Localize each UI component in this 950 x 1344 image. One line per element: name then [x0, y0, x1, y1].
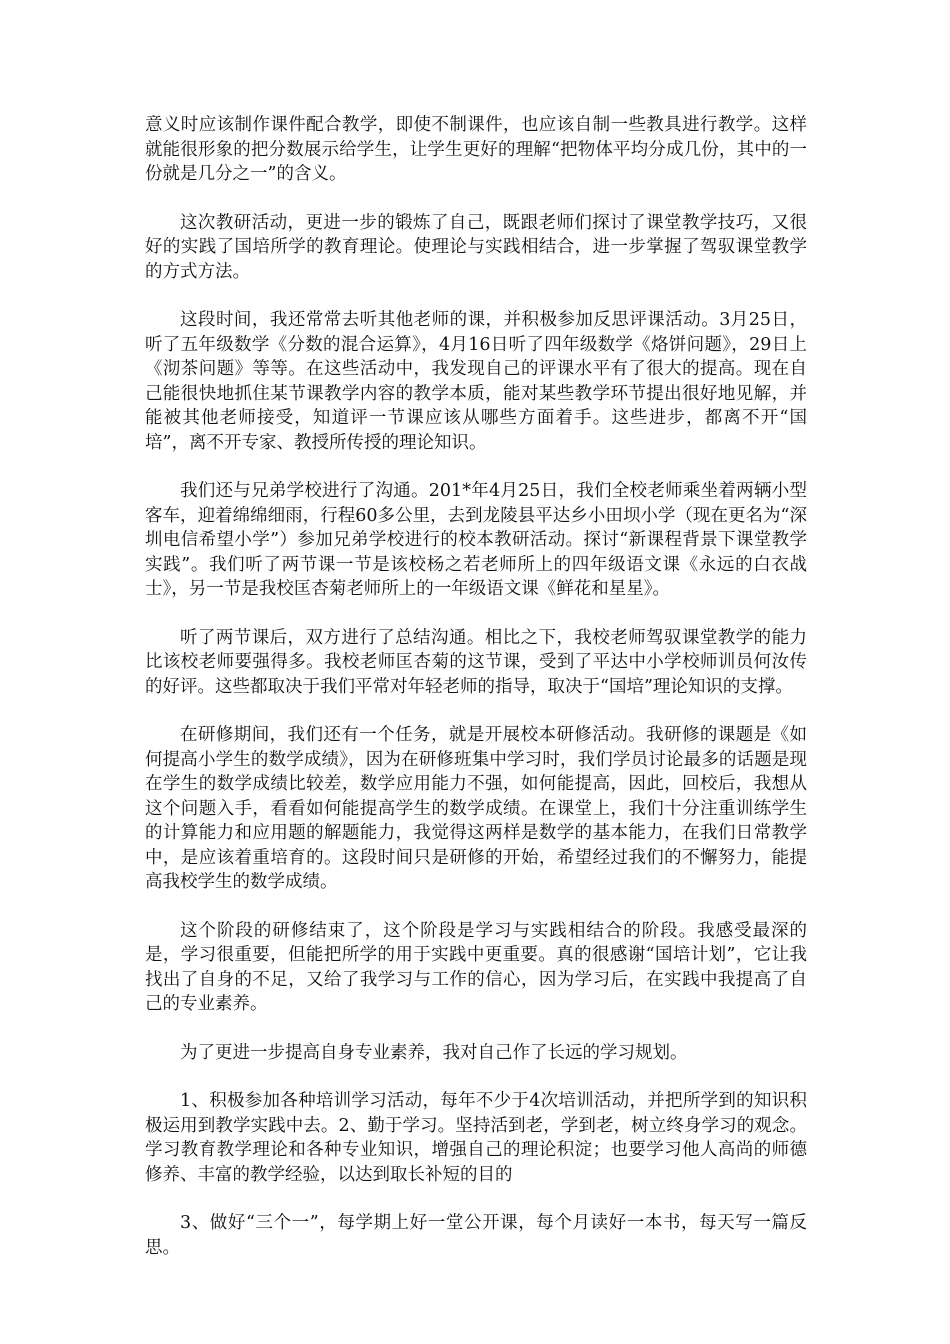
- paragraph-7: 这个阶段的研修结束了，这个阶段是学习与实践相结合的阶段。我感受最深的是，学习很重要，但能把所学的用于实践中更重要。真的很感谢“国培计划”，它让我找出了自身的不足，又给了我学习与工作的信心，因为学习后，在实践中我提高了自己的专业素养。: [145, 920, 807, 1014]
- paragraph-1: 意义时应该制作课件配合教学，即使不制课件，也应该自制一些教具进行教学。这样就能很形象的把分数展示给学生，让学生更好的理解“把物体平均分成几份，其中的一份就是几分之一”的含义。: [145, 115, 807, 184]
- paragraph-10: 3、做好“三个一”，每学期上好一堂公开课，每个月读好一本书，每天写一篇反思。: [145, 1213, 807, 1258]
- paragraph-8: 为了更进一步提高自身专业素养，我对自己作了长远的学习规划。: [180, 1042, 688, 1063]
- document-body: [145, 113, 807, 1284]
- paragraph-3: 这段时间，我还常常去听其他老师的课，并积极参加反思评课活动。3月25日，听了五年级数学《分数的混合运算》，4月16日听了四年级数学《烙饼问题》，29日上《沏茶问题》等等。在这些活动中，我发现自己的评课水平有了很大的提高。现在自己能很快地抓住某节课教学内容的教学本质，能对某些教学环节提出很好地见解，并能被其他老师接受，知道评一节课应该从哪些方面着手。这些进步，都离不开“国培”，离不开专家、教授所传授的理论知识。: [145, 310, 807, 453]
- paragraph-9: 1、积极参加各种培训学习活动，每年不少于4次培训活动，并把所学到的知识积极运用到教学实践中去。2、勤于学习。坚持活到老，学到老，树立终身学习的观念。学习教育教学理论和各种专业知识，增强自己的理论积淀；也要学习他人高尚的师德修养、丰富的教学经验，以达到取长补短的目的: [145, 1091, 807, 1185]
- paragraph-5: 听了两节课后，双方进行了总结沟通。相比之下，我校老师驾驭课堂教学的能力比该校老师要强得多。我校老师匡杏菊的这节课，受到了平达中小学校师训员何汝传的好评。这些都取决于我们平常对年轻老师的指导，取决于“国培”理论知识的支撑。: [145, 627, 807, 697]
- paragraph-6: 在研修期间，我们还有一个任务，就是开展校本研修活动。我研修的课题是《如何提高小学生的数学成绩》，因为在研修班集中学习时，我们学员讨论最多的话题是现在学生的数学成绩比较差，数学应用能力不强，如何能提高，因此，回校后，我想从这个问题入手，看看如何能提高学生的数学成绩。在课堂上，我们十分注重训练学生的计算能力和应用题的解题能力，我觉得这两样是数学的基本能力，在我们日常教学中，是应该着重培育的。这段时间只是研修的开始，希望经过我们的不懈努力，能提高我校学生的数学成绩。: [145, 725, 807, 892]
- paragraph-2: 这次教研活动，更进一步的锻炼了自己，既跟老师们探讨了课堂教学技巧，又很好的实践了国培所学的教育理论。使理论与实践相结合，进一步掌握了驾驭课堂教学的方式方法。: [145, 212, 807, 282]
- paragraph-4: 我们还与兄弟学校进行了沟通。201*年4月25日，我们全校老师乘坐着两辆小型客车，迎着绵绵细雨，行程60多公里，去到龙陵县平达乡小田坝小学（现在更名为“深圳电信希望小学”）参加兄弟学校进行的校本教研活动。探讨“新课程背景下课堂教学实践”。我们听了两节课一节是该校杨之若老师所上的四年级语文课《永远的白衣战士》，另一节是我校匡杏菊老师所上的一年级语文课《鲜花和星星》。: [145, 481, 807, 599]
